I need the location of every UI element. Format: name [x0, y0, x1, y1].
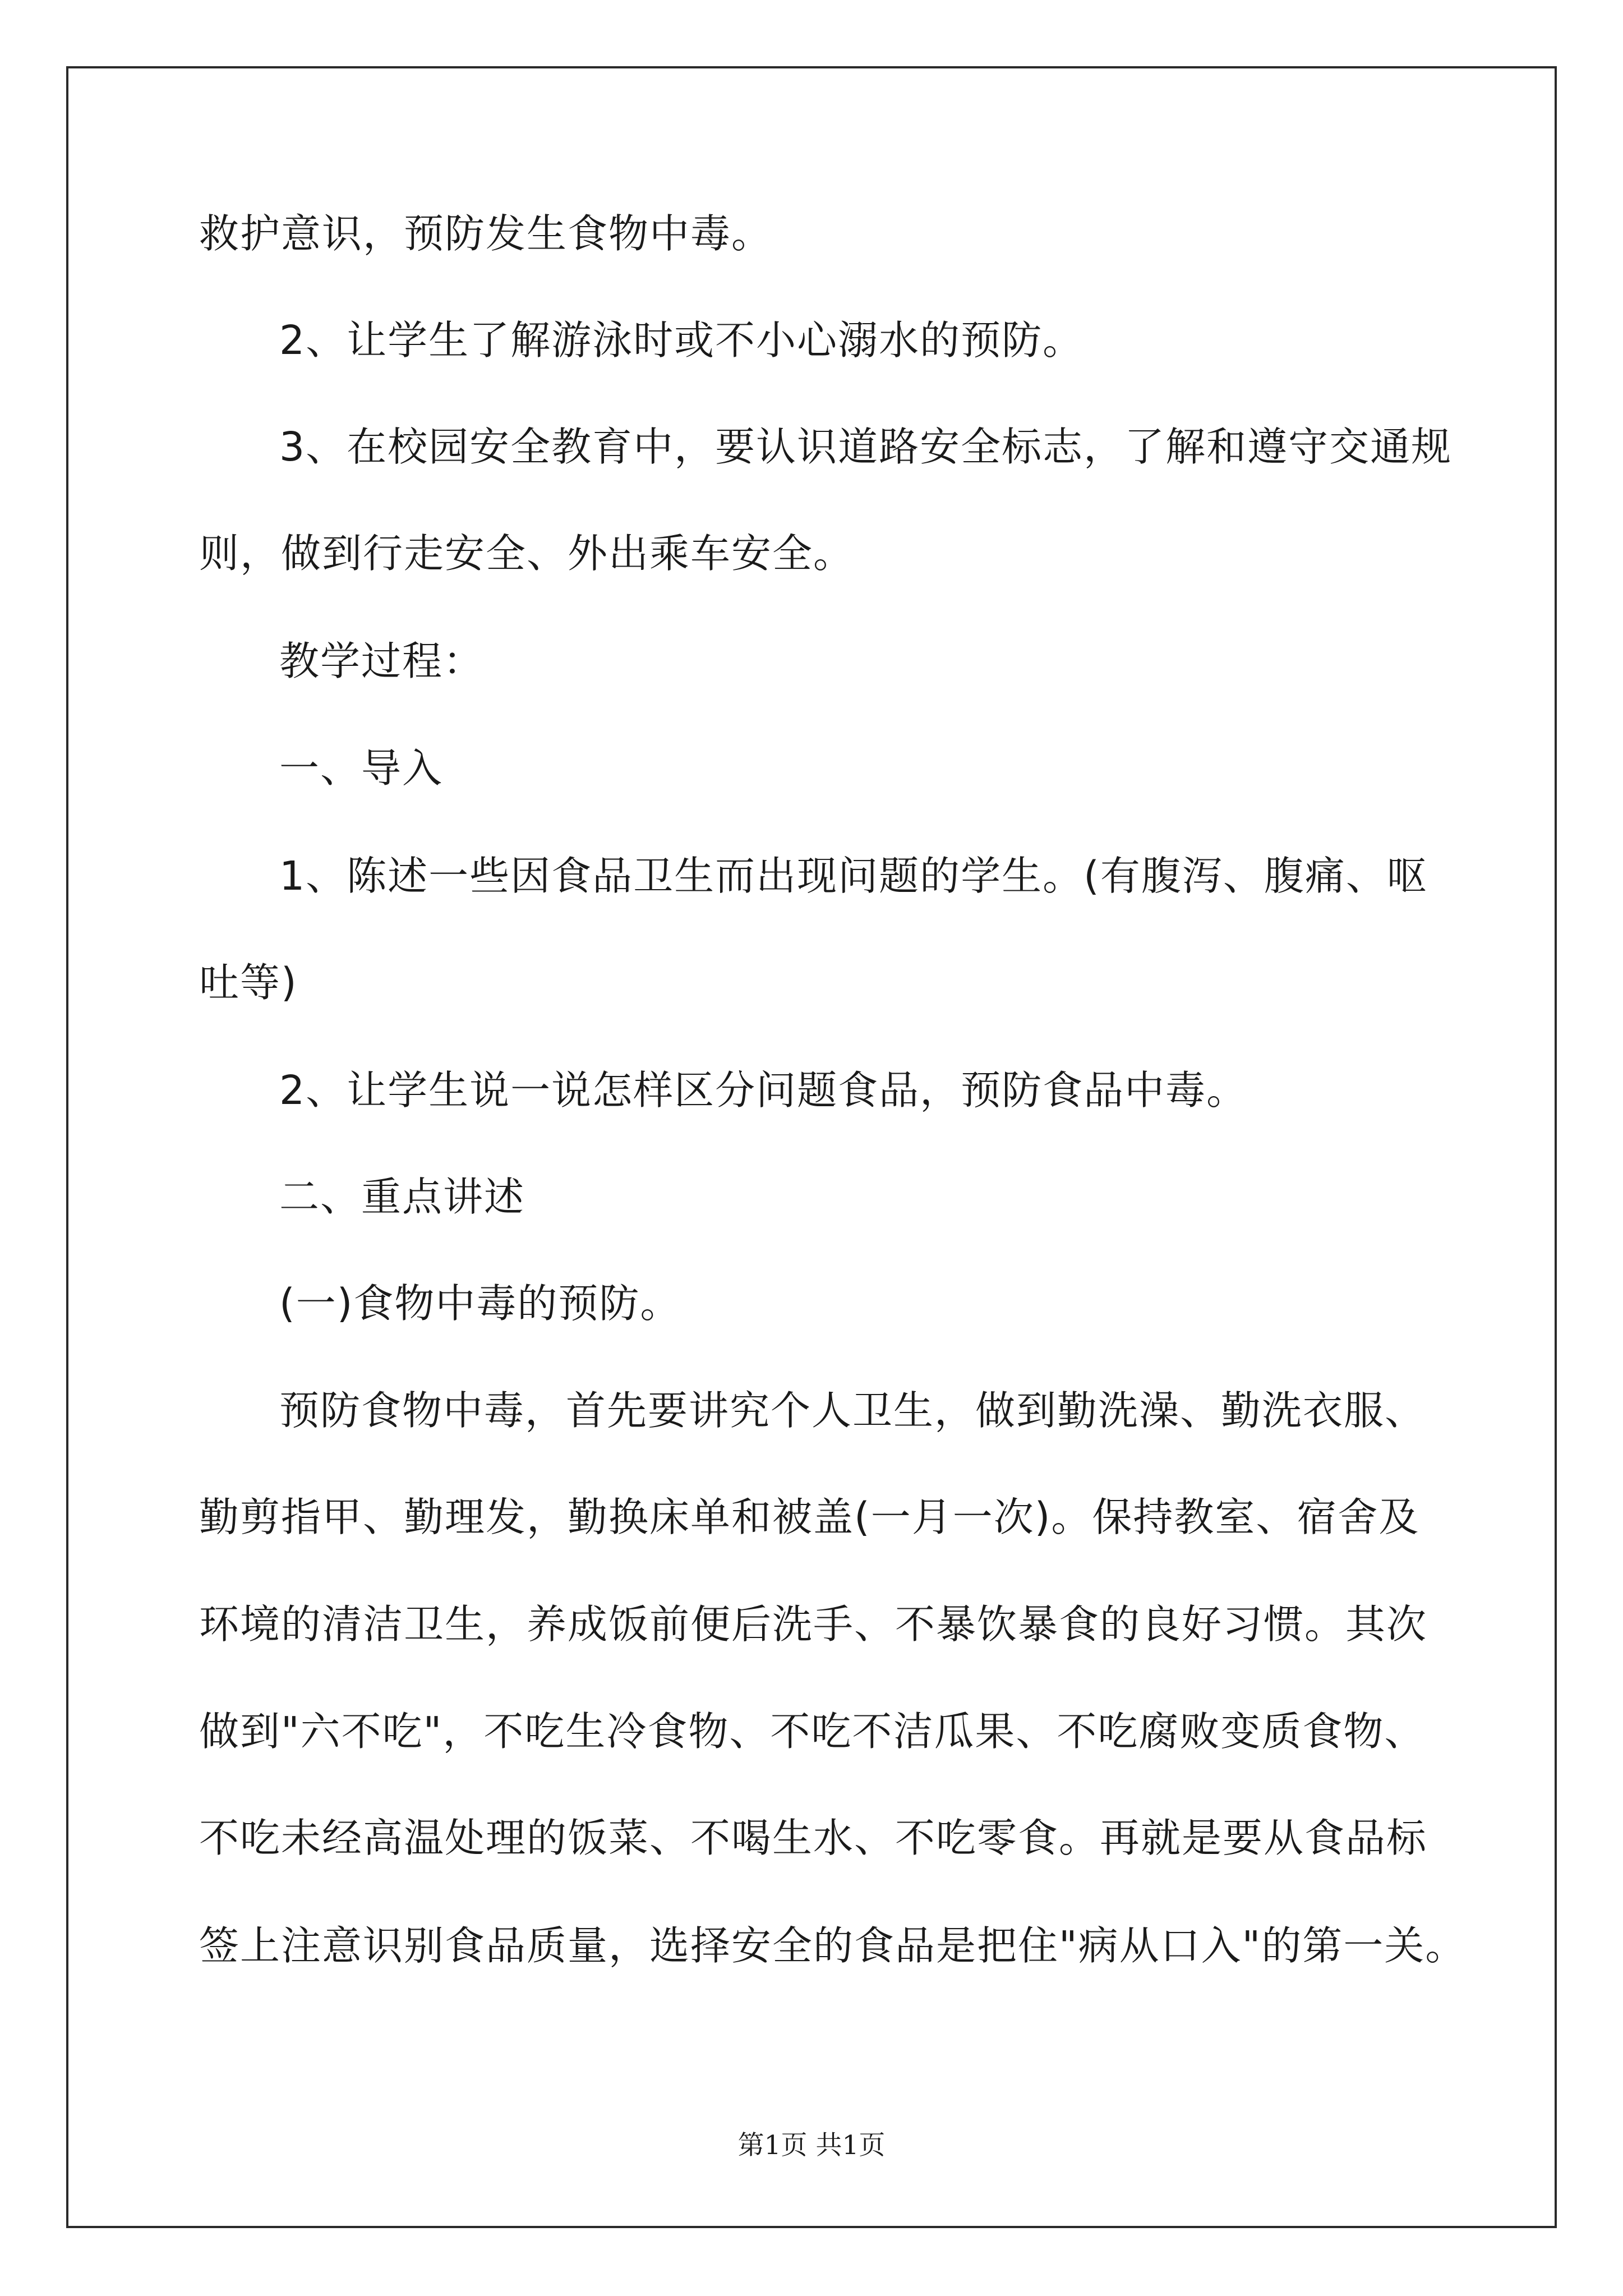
text-line: 做到"六不吃"，不吃生冷食物、不吃不洁瓜果、不吃腐败变质食物、 — [199, 1708, 1426, 1755]
page-footer: 第1页 共1页 — [737, 2130, 886, 2161]
section-heading: 一、导入 — [279, 745, 444, 792]
text-line: 吐等) — [199, 959, 298, 1006]
section-heading: 二、重点讲述 — [279, 1174, 525, 1220]
text-line: 预防食物中毒，首先要讲究个人卫生，做到勤洗澡、勤洗衣服、 — [279, 1387, 1426, 1434]
text-line: 勤剪指甲、勤理发，勤换床单和被盖(一月一次)。保持教室、宿舍及 — [199, 1494, 1420, 1540]
text-line: 环境的清洁卫生，养成饭前便后洗手、不暴饮暴食的良好习惯。其次 — [199, 1601, 1428, 1648]
page-border — [66, 66, 1557, 2228]
section-heading: 教学过程： — [279, 638, 485, 684]
text-line: 不吃未经高温处理的饭菜、不喝生水、不吃零食。再就是要从食品标 — [199, 1815, 1428, 1861]
text-line: 则，做到行走安全、外出乘车安全。 — [199, 530, 855, 577]
text-line: 签上注意识别食品质量，选择安全的食品是把住"病从口入"的第一关。 — [199, 1922, 1467, 1969]
text-line: 救护意识，预防发生食物中毒。 — [199, 210, 773, 257]
text-line: 2、让学生说一说怎样区分问题食品，预防食品中毒。 — [279, 1067, 1248, 1114]
text-line: 2、让学生了解游泳时或不小心溺水的预防。 — [279, 317, 1084, 364]
text-line: 3、在校园安全教育中，要认识道路安全标志，了解和遵守交通规 — [279, 424, 1453, 470]
text-line: 1、陈述一些因食品卫生而出现问题的学生。(有腹泻、腹痛、呕 — [279, 853, 1428, 899]
subsection-heading: (一)食物中毒的预防。 — [279, 1280, 681, 1327]
